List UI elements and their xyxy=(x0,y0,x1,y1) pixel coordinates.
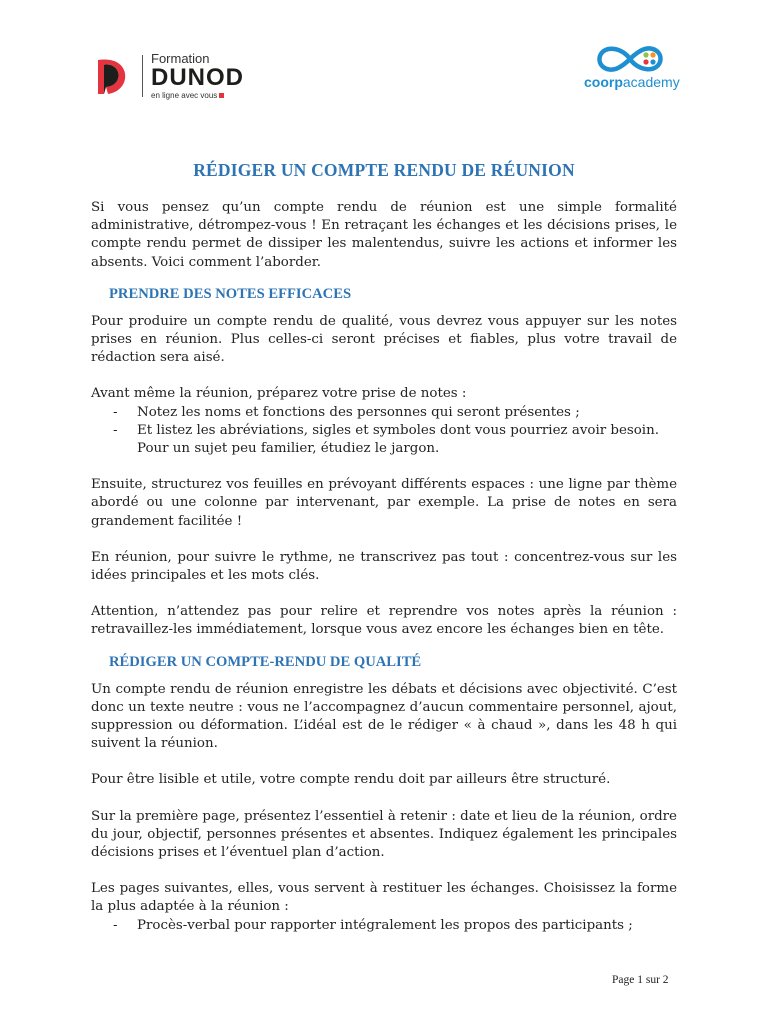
logo-divider xyxy=(142,55,143,97)
document-title: RÉDIGER UN COMPTE RENDU DE RÉUNION xyxy=(193,160,575,180)
coorpacademy-logo xyxy=(584,42,680,90)
dunod-logo-tagline: en ligne avec vous xyxy=(151,92,244,100)
section2-paragraph-3: Sur la première page, présentez l’essentiel à retenir : date et lieu de la réunion, ordre du jour, objectif, personnes présentes et absentes. Indiquez également les principales décisions prises et l’éventuel plan d’action. xyxy=(91,808,677,861)
dash-bullet: - xyxy=(113,404,118,420)
list-item: - Et listez les abréviations, sigles et symboles dont vous pourriez avoir besoin. Pour un sujet peu familier, étudiez le jargon. xyxy=(113,422,659,457)
section1-paragraph-4: En réunion, pour suivre le rythme, ne transcrivez pas tout : concentrez-vous sur les idées principales et les mots clés. xyxy=(91,549,677,584)
section1-paragraph-3: Ensuite, structurez vos feuilles en prévoyant différents espaces : une ligne par thème abordé ou une colonne par intervenant, par exemple. La prise de notes en sera grandement facilitée ! xyxy=(91,477,677,529)
dunod-logo-line2: DUNOD xyxy=(151,64,244,91)
section1-paragraph-2: Avant même la réunion, préparez votre prise de notes : xyxy=(91,386,467,402)
dunod-d-icon xyxy=(94,54,130,98)
section1-paragraph-5: Attention, n’attendez pas pour relire et reprendre vos notes après la réunion : retravaillez-les immédiatement, lorsque vous avez encore les échanges bien en tête. xyxy=(91,604,677,638)
document-body xyxy=(91,160,677,935)
page-number: Page 1 sur 2 xyxy=(612,974,669,986)
intro-paragraph: Si vous pensez qu’un compte rendu de réunion est une simple formalité administrative, détrompez-vous ! En retraçant les échanges et les décisions prises, le compte rendu permet de dissiper les malentendus, suivre les actions et informer les absents. Voici comment l’aborder. xyxy=(91,200,677,270)
section2-paragraph-1: Un compte rendu de réunion enregistre les débats et décisions avec objectivité. C’est donc un texte neutre : vous ne l’accompagnez d’aucun commentaire personnel, ajout, suppression ou déformation. L’idéal est de le rédiger « à chaud », dans les 48 h qui suivent la réunion. xyxy=(91,681,677,752)
infinity-icon xyxy=(592,42,668,76)
section2-paragraph-4: Les pages suivantes, elles, vous servent à restituer les échanges. Choisissez la forme la plus adaptée à la réunion : xyxy=(91,881,677,915)
dash-bullet: - xyxy=(113,917,118,933)
section2-list xyxy=(91,917,677,935)
section1-list xyxy=(91,404,677,459)
section1-heading: PRENDRE DES NOTES EFFICACES xyxy=(109,285,352,302)
page-header xyxy=(0,0,768,110)
section1-paragraph-1: Pour produire un compte rendu de qualité, vous devrez vous appuyer sur les notes prises en réunion. Plus celles-ci seront précises et fiables, plus votre travail de rédaction sera aisé. xyxy=(91,313,677,366)
section2-heading: RÉDIGER UN COMPTE-RENDU DE QUALITÉ xyxy=(109,653,422,670)
list-item: - Notez les noms et fonctions des personnes qui seront présentes ; xyxy=(91,404,677,422)
list-item: - Procès-verbal pour rapporter intégralement les propos des participants ; xyxy=(91,917,677,935)
dunod-logo xyxy=(94,52,244,100)
coorpacademy-wordmark: coorpacademy xyxy=(584,74,680,90)
dash-bullet: - xyxy=(113,422,118,438)
section2-paragraph-2: Pour être lisible et utile, votre compte rendu doit par ailleurs être structuré. xyxy=(91,772,611,788)
dunod-logo-line1: Formation xyxy=(151,51,210,66)
